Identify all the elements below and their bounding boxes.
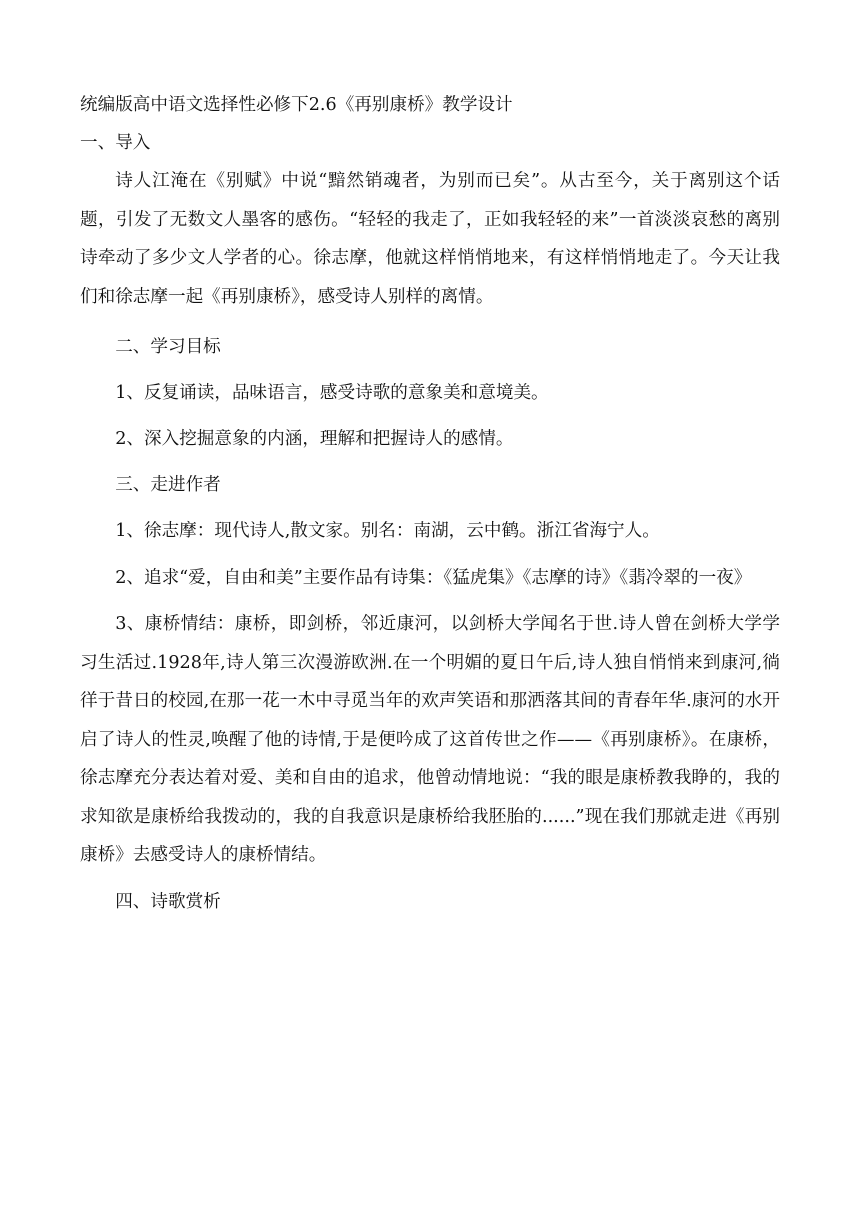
document-title: 统编版高中语文选择性必修下2.6《再别康桥》教学设计 [80,95,513,115]
author-item-1: 1、徐志摩：现代诗人,散文家。别名：南湖，云中鹤。浙江省海宁人。 [115,521,660,541]
author-item-3: 3、康桥情结：康桥，即剑桥，邻近康河，以剑桥大学闻名于世.诗人曾在剑桥大学学习生活过.1928年,诗人第三次漫游欧洲.在一个明媚的夏日午后,诗人独自悄悄来到康河,徜徉于昔日的校园,在那一花一木中寻觅当年的欢声笑语和那洒落其间的青春年华.康河的水开启了诗人的性灵,唤醒了他的诗情,于是便吟成了这首传世之作——《再别康桥》。在康桥，徐志摩充分表达着对爱、美和自由的追求，他曾动情地说：“我的眼是康桥教我睁的，我的求知欲是康桥给我拨动的，我的自我意识是康桥给我胚胎的......”现在我们那就走进《再别康桥》去感受诗人的康桥情结。 [80,614,780,865]
goal-item-2: 2、深入挖掘意象的内涵，理解和把握诗人的感情。 [115,429,514,449]
goal-item-1: 1、反复诵读，品味语言，感受诗歌的意象美和意境美。 [115,383,549,403]
section-heading-goals: 二、学习目标 [115,337,221,357]
section-heading-analysis: 四、诗歌赏析 [115,891,221,912]
intro-paragraph: 诗人江淹在《别赋》中说“黯然销魂者，为别而已矣”。从古至今，关于离别这个话题，引发了无数文人墨客的感伤。“轻轻的我走了，正如我轻轻的来”一首淡淡哀愁的离别诗牵动了多少文人学者的心。徐志摩，他就这样悄悄地来，有这样悄悄地走了。今天让我们和徐志摩一起《再别康桥》，感受诗人别样的离情。 [80,171,780,307]
author-item-2: 2、追求“爱，自由和美”主要作品有诗集：《猛虎集》《志摩的诗》《翡冷翠的一夜》 [115,567,752,588]
document-body [80,86,780,921]
section-heading-author: 三、走进作者 [115,475,221,495]
section-heading-intro: 一、导入 [80,133,151,153]
